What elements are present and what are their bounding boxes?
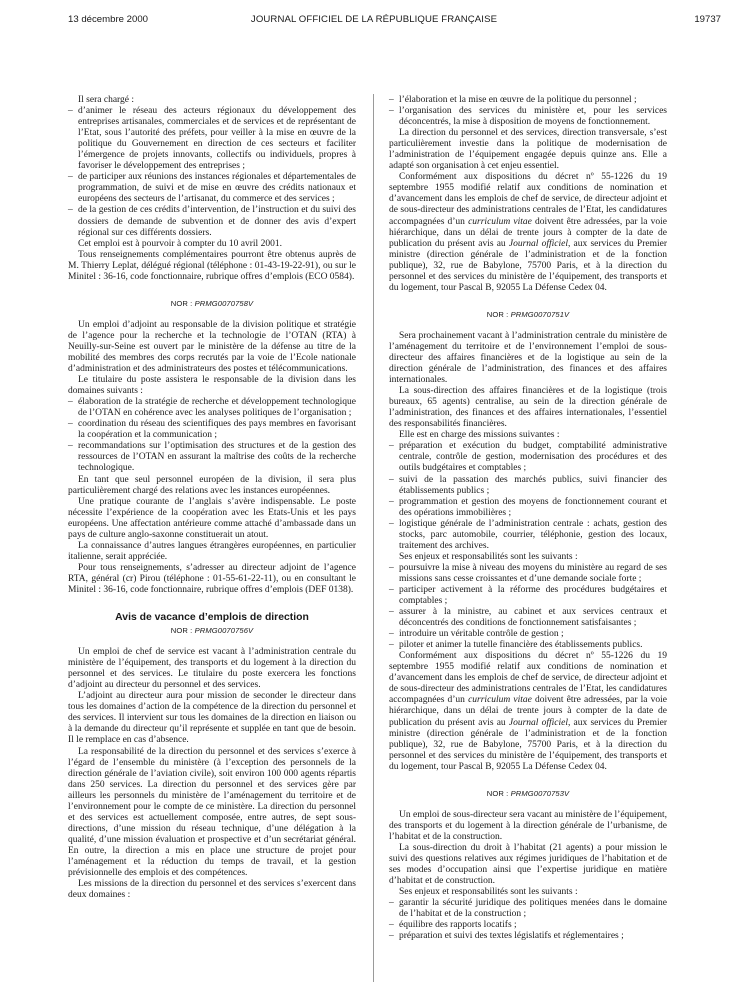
paragraph: L’adjoint au directeur aura pour mission de seconder le directeur dans tous les domaines d’action de la compétence de la direction du personnel et des services. Il intervient sur tous les domaines de la direction en liaison ou à la demande du directeur qu’il représente et supplée en tant que de besoin. Il le remplace en cas d’absence. (68, 691, 356, 746)
list-item: – assurer à la ministre, au cabinet et aux services centraux et déconcentrés des conditions de fonctionnement satisfaisantes ; (389, 607, 667, 629)
list-item: – suivi de la passation des marchés publics, suivi financier des établissements publics ; (389, 475, 667, 497)
text-run-italic: Journal officiel (508, 238, 568, 249)
header-title: JOURNAL OFFICIEL DE LA RÉPUBLIQUE FRANÇAISE (250, 14, 498, 25)
paragraph: Elle est en charge des missions suivantes : (399, 430, 560, 441)
duty-list (68, 106, 356, 239)
list-item: – l’élaboration et la mise en œuvre de la politique du personnel ; (389, 95, 667, 106)
column-divider (373, 94, 374, 982)
list-item: – équilibre des rapports locatifs ; (389, 920, 667, 931)
list-item: – l’organisation des services du ministère et, pour les services déconcentrés, la mise à disposition de moyens de fonctionnement. (389, 106, 667, 128)
domain-list (68, 397, 356, 474)
list-item: – recommandations sur l’optimisation des structures et de la gestion des ressources de l’OTAN en assurant la maîtrise des coûts de la recherche technologique. (68, 441, 356, 474)
list-item: – programmation et gestion des moyens de fonctionnement courant et des opérations immobilières ; (389, 497, 667, 519)
paragraph (389, 172, 667, 294)
paragraph: Un emploi d’adjoint au responsable de la division politique et stratégie de l’agence pour la recherche et la technologie de l’OTAN (RTA) à Neuilly-sur-Seine est ouvert par le ministère de la défense au titre de la mobilité des membres des corps recrutés par la voie de l’Ecole nationale d’administration et des administrateurs des postes et télécommunications. (68, 319, 356, 375)
paragraph: Ses enjeux et responsabilités sont les suivants : (399, 887, 578, 898)
text-run-italic: curriculum vitae (468, 695, 532, 706)
nor-label: NOR : (486, 309, 509, 319)
paragraph: La connaissance d’autres langues étrangères européennes, en particulier italienne, serait appréciée. (68, 540, 356, 562)
list-item: – préparation et suivi des textes législatifs et réglementaires ; (389, 931, 667, 942)
paragraph: Tous renseignements complémentaires pourront être obtenus auprès de M. Thierry Leplat, délégué régional (téléphone : 01-43-19-22-91), ou sur le Minitel : 36-16, code fonctionnaire, rubrique offres d’emplois (ECO 0584). (68, 249, 356, 282)
paragraph: Le titulaire du poste assistera le responsable de la division dans les domaines suivants : (68, 375, 356, 397)
responsibility-list (389, 898, 667, 942)
text-run: Conformément aux dispositions du décret nº 55-1226 du 19 septembre 1955 modifié relatif aux conditions de nomination et d’avancement dans les emplois de chef de service, de directeur adjoint et de sous-directeur des administrations centrales de l’Etat, les candidatures accompagnées d’un (389, 172, 667, 227)
nor-reference (389, 788, 667, 799)
list-item: – logistique générale de l’administration centrale : achats, gestion des stocks, parc automobile, courrier, téléphonie, gestion des locaux, traitement des archives. (389, 519, 667, 552)
paragraph: La responsabilité de la direction du personnel et des services s’exerce à l’égard de l’ensemble du ministère (à l’exception des personnels de la direction générale de l’aviation civile), soit environ 100 000 agents répartis dans 250 services. La direction du personnel et des services gère par ailleurs les personnels du ministère de l’aménagement du territoire et de l’environnement pour le compte de ce ministère. La direction du personnel et des services est actuellement composée, entre autres, de sept sous-directions, d’une mission du réseau technique, d’une délégation à la qualité, d’une mission évaluation et prospective et d’un secrétariat général. En outre, la direction a mis en place une structure de projet pour l’aménagement et la réduction du temps de travail, et la gestion prévisionnelle des emplois et des compétences. (68, 746, 356, 879)
nor-reference (389, 309, 667, 320)
section-heading: Avis de vacance d’emplois de direction (115, 612, 309, 624)
list-item: – garantir la sécurité juridique des politiques menées dans le domaine de l’habitat et de la construction ; (389, 898, 667, 920)
text-run: doivent être adressées, par la voie hiérarchique, dans un délai de trente jours à compter de la date de publication du présent avis au (389, 695, 667, 728)
paragraph: La sous-direction du droit à l’habitat (21 agents) a pour mission le suivi des questions relatives aux régimes juridiques de l’habitation et de ses modes d’occupation ainsi que l’expertise juridique en matière d’habitat et de construction. (389, 842, 667, 887)
list-item: – poursuivre la mise à niveau des moyens du ministère au regard de ses missions sans cesse croissantes et d’une demande sociale forte ; (389, 563, 667, 585)
header-date: 13 décembre 2000 (68, 14, 149, 25)
text-run: , aux services du Premier ministre (direction générale de l’administration et de la fonction publique), 32, rue de Babylone, 75700 Paris, et à la direction du personnel et des services du ministère de l’équipement, des transports et du logement, tour Pascal B, 92055 La Défense Cedex 04. (389, 238, 667, 293)
nor-label: NOR : (170, 298, 193, 308)
right-column (389, 95, 667, 942)
mission-list (389, 95, 667, 128)
paragraph: Une pratique courante de l’anglais s’avère indispensable. Le poste nécessite l’expérience de la coopération avec les Etats-Unis et les pays européens. Une affectation antérieure comme attaché d’ambassade dans un pays de culture anglo-saxonne constituerait un atout. (68, 496, 356, 540)
paragraph: La direction du personnel et des services, direction transversale, s’est particulièrement investie dans la politique de modernisation de l’administration de l’équipement engagée depuis quinze ans. Elle a adapté son organisation à cet enjeu essentiel. (389, 128, 667, 172)
list-item: – d’animer le réseau des acteurs régionaux du développement des entreprises artisanales, commerciales et de services et de représentant de l’Etat, sous l’autorité des préfets, pour veiller à la mise en œuvre de la politique du Gouvernement en direction de ces secteurs et faciliter l’émergence de projets innovants, collectifs ou individuels, propres à favoriser le développement des entreprises ; (68, 106, 356, 172)
header-page-number: 19737 (694, 14, 721, 25)
list-item: – de la gestion de ces crédits d’intervention, de l’instruction et du suivi des dossiers de demande de subvention et de donner des avis d’expert régional sur ces différents dossiers. (68, 205, 356, 238)
list-item: – de participer aux réunions des instances régionales et départementales de programmation, de suivi et de mise en œuvre des crédits nationaux et européens des secteurs de l’artisanat, du commerce et des services ; (68, 172, 356, 205)
paragraph: La sous-direction des affaires financières et de la logistique (trois bureaux, 65 agents) centralise, au sein de la direction générale de l’administration, des finances et des affaires internationales, l’essentiel des responsabilités financières. (389, 386, 667, 430)
nor-code: PRMG0070756V (194, 626, 254, 636)
list-item: – coordination du réseau des scientifiques des pays membres en favorisant la coopération et la communication ; (68, 419, 356, 441)
paragraph: Cet emploi est à pourvoir à compter du 10 avril 2001. (78, 238, 282, 249)
text-run-italic: curriculum vitae (468, 216, 532, 227)
text-run: Conformément aux dispositions du décret nº 55-1226 du 19 septembre 1955 modifié relatif aux conditions de nomination et d’avancement dans les emplois de chef de service, de directeur adjoint et de sous-directeur des administrations centrales de l’Etat, les candidatures accompagnées d’un (389, 651, 667, 706)
list-item: – élaboration de la stratégie de recherche et développement technologique de l’OTAN en cohérence avec les analyses politiques de l’organisation ; (68, 397, 356, 419)
left-column (68, 95, 356, 901)
text-run-italic: Journal officiel (508, 717, 568, 728)
paragraph: Sera prochainement vacant à l’administration centrale du ministère de l’aménagement du territoire et de l’environnement l’emploi de sous-directeur des affaires financières et de la logistique au sein de la direction générale de l’administration, des finances et des affaires internationales. (389, 330, 667, 386)
nor-code: PRMG0070758V (194, 298, 254, 308)
paragraph: Les missions de la direction du personnel et des services s’exercent dans deux domaines : (68, 879, 356, 901)
text-run: , aux services du Premier ministre (direction générale de l’administration et de la fonction publique), 32, rue de Babylone, 75700 Paris, et à la direction du personnel et des services du ministère de l’équipement, des transports et du logement, tour Pascal B, 92055 La Défense Cedex 04. (389, 717, 667, 772)
nor-label: NOR : (486, 788, 509, 798)
nor-reference (68, 625, 356, 636)
paragraph: Ses enjeux et responsabilités sont les suivants : (399, 551, 578, 562)
list-item: – introduire un véritable contrôle de gestion ; (389, 629, 667, 640)
paragraph: Pour tous renseignements, s’adresser au directeur adjoint de l’agence RTA, général (cr) Pirou (téléphone : 01-55-61-22-11), ou en consultant le Minitel : 36-16, code fonctionnaire, rubrique offres d’emplois (DEF 0138). (68, 562, 356, 595)
mission-list (389, 441, 667, 551)
nor-code: PRMG0070753V (510, 788, 570, 798)
list-item: – participer activement à la réforme des procédures budgétaires et comptables ; (389, 585, 667, 607)
nor-code: PRMG0070751V (510, 309, 570, 319)
paragraph: Il sera chargé : (78, 95, 135, 105)
responsibility-list (389, 563, 667, 651)
nor-reference (68, 298, 356, 309)
paragraph: En tant que seul personnel européen de la division, il sera plus particulièrement chargé des relations avec les instances européennes. (68, 474, 356, 496)
paragraph (389, 651, 667, 773)
list-item: – préparation et exécution du budget, comptabilité administrative centrale, contrôle de gestion, modernisation des procédures et des outils budgétaires et comptables ; (389, 441, 667, 474)
nor-label: NOR : (170, 626, 193, 636)
paragraph: Un emploi de chef de service est vacant à l’administration centrale du ministère de l’équipement, des transports et du logement à la direction du personnel et des services. Le titulaire du poste exercera les fonctions d’adjoint au directeur du personnel et des services. (68, 647, 356, 691)
page-header (0, 14, 748, 30)
list-item: – piloter et animer la tutelle financière des établissements publics. (389, 640, 667, 651)
text-run: doivent être adressées, par la voie hiérarchique, dans un délai de trente jours à compter de la date de publication du présent avis au (389, 216, 667, 249)
paragraph: Un emploi de sous-directeur sera vacant au ministère de l’équipement, des transports et du logement à la direction générale de l’urbanisme, de l’habitat et de la construction. (389, 809, 668, 842)
